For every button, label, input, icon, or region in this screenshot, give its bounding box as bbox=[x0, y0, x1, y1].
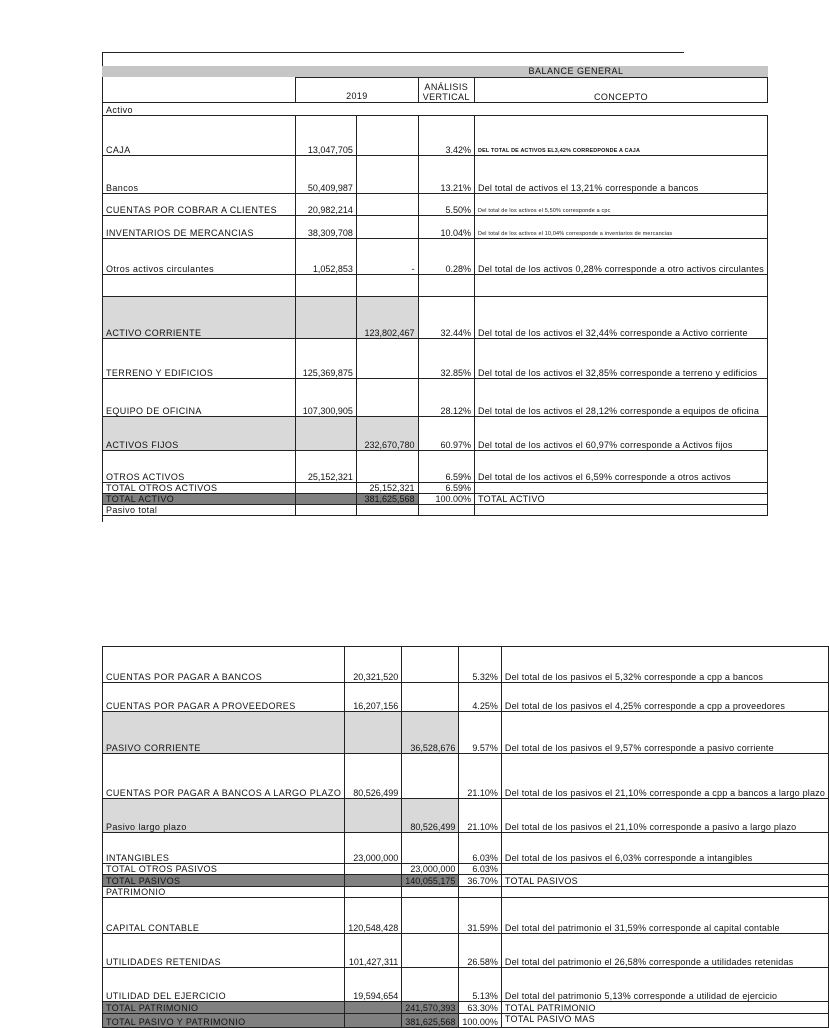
row-value: 125,369,875 bbox=[296, 339, 357, 379]
row-pct: 63.30% bbox=[459, 1002, 502, 1014]
row-note: TOTAL ACTIVO bbox=[475, 494, 768, 505]
row-note: Del total de los pasivos el 9,57% corresponde a pasivo corriente bbox=[501, 712, 828, 754]
table-row bbox=[103, 647, 829, 683]
row-value: 1,052,853 bbox=[296, 239, 357, 275]
assets-table bbox=[102, 77, 768, 516]
row-label: CUENTAS POR PAGAR A PROVEEDORES bbox=[103, 683, 345, 712]
table-row bbox=[103, 887, 829, 898]
row-label: TOTAL ACTIVO bbox=[103, 494, 296, 505]
row-label: TOTAL PATRIMONIO bbox=[103, 1002, 345, 1014]
table-row bbox=[103, 968, 829, 1002]
row-pct: 6.59% bbox=[418, 483, 474, 494]
row-subtotal: 123,802,467 bbox=[356, 297, 418, 339]
row-note: Del total de los pasivos el 21,10% corresponde a pasivo a largo plazo bbox=[501, 799, 828, 833]
row-label: UTILIDAD DEL EJERCICIO bbox=[103, 968, 345, 1002]
table-row bbox=[103, 1002, 829, 1014]
row-note: Del total de los activos el 6,59% corresponde a otros activos bbox=[475, 451, 768, 483]
table-row bbox=[103, 483, 768, 494]
table-row bbox=[103, 1014, 829, 1028]
row-note: Del total de los pasivos el 5,32% corresponde a cpp a bancos bbox=[501, 647, 828, 683]
row-note: TOTAL PASIVOS bbox=[501, 875, 828, 887]
row-label: PASIVO CORRIENTE bbox=[103, 712, 345, 754]
row-subtotal: 232,670,780 bbox=[356, 417, 418, 451]
row-label: CUENTAS POR PAGAR A BANCOS A LARGO PLAZO bbox=[103, 754, 345, 799]
row-label: INVENTARIOS DE MERCANCIAS bbox=[103, 216, 296, 239]
row-pct: 100.00% bbox=[459, 1014, 502, 1028]
section-row bbox=[103, 103, 768, 116]
row-pct: 100.00% bbox=[418, 494, 474, 505]
row-pct: 4.25% bbox=[459, 683, 502, 712]
row-label: TOTAL OTROS ACTIVOS bbox=[103, 483, 296, 494]
table-row bbox=[103, 934, 829, 968]
table-row bbox=[103, 683, 829, 712]
row-value: 19,594,654 bbox=[345, 968, 402, 1002]
table-row bbox=[103, 799, 829, 833]
table-row bbox=[103, 156, 768, 194]
table-row bbox=[103, 116, 768, 156]
row-label: UTILIDADES RETENIDAS bbox=[103, 934, 345, 968]
row-value: 107,300,905 bbox=[296, 379, 357, 417]
row-value: 23,000,000 bbox=[345, 833, 402, 864]
row-label: OTROS ACTIVOS bbox=[103, 451, 296, 483]
row-note: Del total de los pasivos el 21,10% corresponde a cpp a bancos a largo plazo bbox=[501, 754, 828, 799]
row-subtotal: 140,055,175 bbox=[402, 875, 459, 887]
row-value: 80,526,499 bbox=[345, 754, 402, 799]
row-value: 16,207,156 bbox=[345, 683, 402, 712]
row-note: Del total de los activos el 10,04% corresponde a inventarios de mercancias bbox=[475, 216, 768, 239]
row-note: Del total de los activos 0,28% corresponde a otro activos circulantes bbox=[475, 239, 768, 275]
table-row bbox=[103, 194, 768, 216]
table-row bbox=[103, 875, 829, 887]
row-pct: 3.42% bbox=[418, 116, 474, 156]
row-label: TERRENO Y EDIFICIOS bbox=[103, 339, 296, 379]
row-value: 13,047,705 bbox=[296, 116, 357, 156]
row-label: Bancos bbox=[103, 156, 296, 194]
row-label: INTANGIBLES bbox=[103, 833, 345, 864]
table-row bbox=[103, 833, 829, 864]
row-pct: 26.58% bbox=[459, 934, 502, 968]
row-pct: 32.85% bbox=[418, 339, 474, 379]
table-row bbox=[103, 505, 768, 516]
row-label: Otros activos circulantes bbox=[103, 239, 296, 275]
table-row bbox=[103, 864, 829, 875]
section-activo: Activo bbox=[103, 103, 768, 116]
row-subtotal: 23,000,000 bbox=[402, 864, 459, 875]
balance-title: BALANCE GENERAL bbox=[528, 66, 624, 76]
liabilities-table bbox=[102, 646, 829, 1028]
row-subtotal: 36,528,676 bbox=[402, 712, 459, 754]
row-note: Del total de los activos el 32,44% corresponde a Activo corriente bbox=[475, 297, 768, 339]
row-label: TOTAL PASIVOS bbox=[103, 875, 345, 887]
row-value: 120,548,428 bbox=[345, 898, 402, 934]
table-row bbox=[103, 216, 768, 239]
row-note: Del total de los activos el 28,12% corresponde a equipos de oficina bbox=[475, 379, 768, 417]
year-header: 2019 bbox=[296, 78, 418, 103]
table-row bbox=[103, 898, 829, 934]
row-note: Del total del patrimonio el 26,58% corresponde a utilidades retenidas bbox=[501, 934, 828, 968]
row-label: ACTIVO CORRIENTE bbox=[103, 297, 296, 339]
concept-header: CONCEPTO bbox=[475, 78, 768, 103]
table-row bbox=[103, 239, 768, 275]
row-pct: 36.70% bbox=[459, 875, 502, 887]
row-pct: 21.10% bbox=[459, 754, 502, 799]
table-row bbox=[103, 494, 768, 505]
row-value: 20,321,520 bbox=[345, 647, 402, 683]
row-label: CAJA bbox=[103, 116, 296, 156]
row-subtotal: 381,625,568 bbox=[402, 1014, 459, 1028]
row-pct: 6.03% bbox=[459, 833, 502, 864]
row-value: 101,427,311 bbox=[345, 934, 402, 968]
row-subtotal: 241,570,393 bbox=[402, 1002, 459, 1014]
table-row bbox=[103, 754, 829, 799]
table-row bbox=[103, 451, 768, 483]
row-value: 20,982,214 bbox=[296, 194, 357, 216]
row-label: CAPITAL CONTABLE bbox=[103, 898, 345, 934]
row-dash: - bbox=[356, 239, 418, 275]
top-border bbox=[102, 52, 684, 53]
row-pct: 13.21% bbox=[418, 156, 474, 194]
row-note: Del total de los pasivos el 6,03% corresponde a intangibles bbox=[501, 833, 828, 864]
row-label: ACTIVOS FIJOS bbox=[103, 417, 296, 451]
row-label: Pasivo total bbox=[103, 505, 296, 516]
row-pct: 28.12% bbox=[418, 379, 474, 417]
row-value: 38,309,708 bbox=[296, 216, 357, 239]
row-subtotal: 80,526,499 bbox=[402, 799, 459, 833]
row-subtotal: 25,152,321 bbox=[356, 483, 418, 494]
row-pct: 21.10% bbox=[459, 799, 502, 833]
row-note: Del total de los activos el 60,97% corresponde a Activos fijos bbox=[475, 417, 768, 451]
row-pct: 10.04% bbox=[418, 216, 474, 239]
row-label: PATRIMONIO bbox=[103, 887, 345, 898]
row-note: DEL TOTAL DE ACTIVOS EL3,42% CORREDPONDE A CAJA bbox=[475, 116, 768, 156]
row-label: CUENTAS POR PAGAR A BANCOS bbox=[103, 647, 345, 683]
row-pct: 5.50% bbox=[418, 194, 474, 216]
row-pct: 60.97% bbox=[418, 417, 474, 451]
row-subtotal: 381,625,568 bbox=[356, 494, 418, 505]
row-note: TOTAL PATRIMONIO bbox=[501, 1002, 828, 1014]
row-label: CUENTAS POR COBRAR A CLIENTES bbox=[103, 194, 296, 216]
row-label: Pasivo largo plazo bbox=[103, 799, 345, 833]
row-note: Del total del patrimonio 5,13% corresponde a utilidad de ejercicio bbox=[501, 968, 828, 1002]
row-label: TOTAL PASIVO Y PATRIMONIO bbox=[103, 1014, 345, 1028]
row-pct: 9.57% bbox=[459, 712, 502, 754]
row-note: Del total de los activos el 5,50% corresponde a cpc bbox=[475, 194, 768, 216]
table-row bbox=[103, 379, 768, 417]
row-note: Del total de activos el 13,21% corresponde a bancos bbox=[475, 156, 768, 194]
row-label: EQUIPO DE OFICINA bbox=[103, 379, 296, 417]
table-row bbox=[103, 712, 829, 754]
row-note: Del total de los pasivos el 4,25% corresponde a cpp a proveedores bbox=[501, 683, 828, 712]
title-banner bbox=[102, 66, 768, 77]
row-pct: 6.03% bbox=[459, 864, 502, 875]
row-note: Del total del patrimonio el 31,59% corresponde al capital contable bbox=[501, 898, 828, 934]
row-note: TOTAL PASIVO MAS bbox=[501, 1014, 828, 1028]
row-pct: 32.44% bbox=[418, 297, 474, 339]
empty-row bbox=[103, 275, 768, 297]
analysis-header: ANÁLISIS VERTICAL bbox=[418, 78, 474, 103]
row-pct: 5.32% bbox=[459, 647, 502, 683]
row-value: 50,409,987 bbox=[296, 156, 357, 194]
row-pct: 5.13% bbox=[459, 968, 502, 1002]
row-pct: 0.28% bbox=[418, 239, 474, 275]
row-value: 25,152,321 bbox=[296, 451, 357, 483]
table-row bbox=[103, 417, 768, 451]
row-note: Del total de los activos el 32,85% corresponde a terreno y edificios bbox=[475, 339, 768, 379]
header-row bbox=[103, 78, 768, 103]
table-row bbox=[103, 339, 768, 379]
row-label: TOTAL OTROS PASIVOS bbox=[103, 864, 345, 875]
row-pct: 6.59% bbox=[418, 451, 474, 483]
row-pct: 31.59% bbox=[459, 898, 502, 934]
table-row bbox=[103, 297, 768, 339]
